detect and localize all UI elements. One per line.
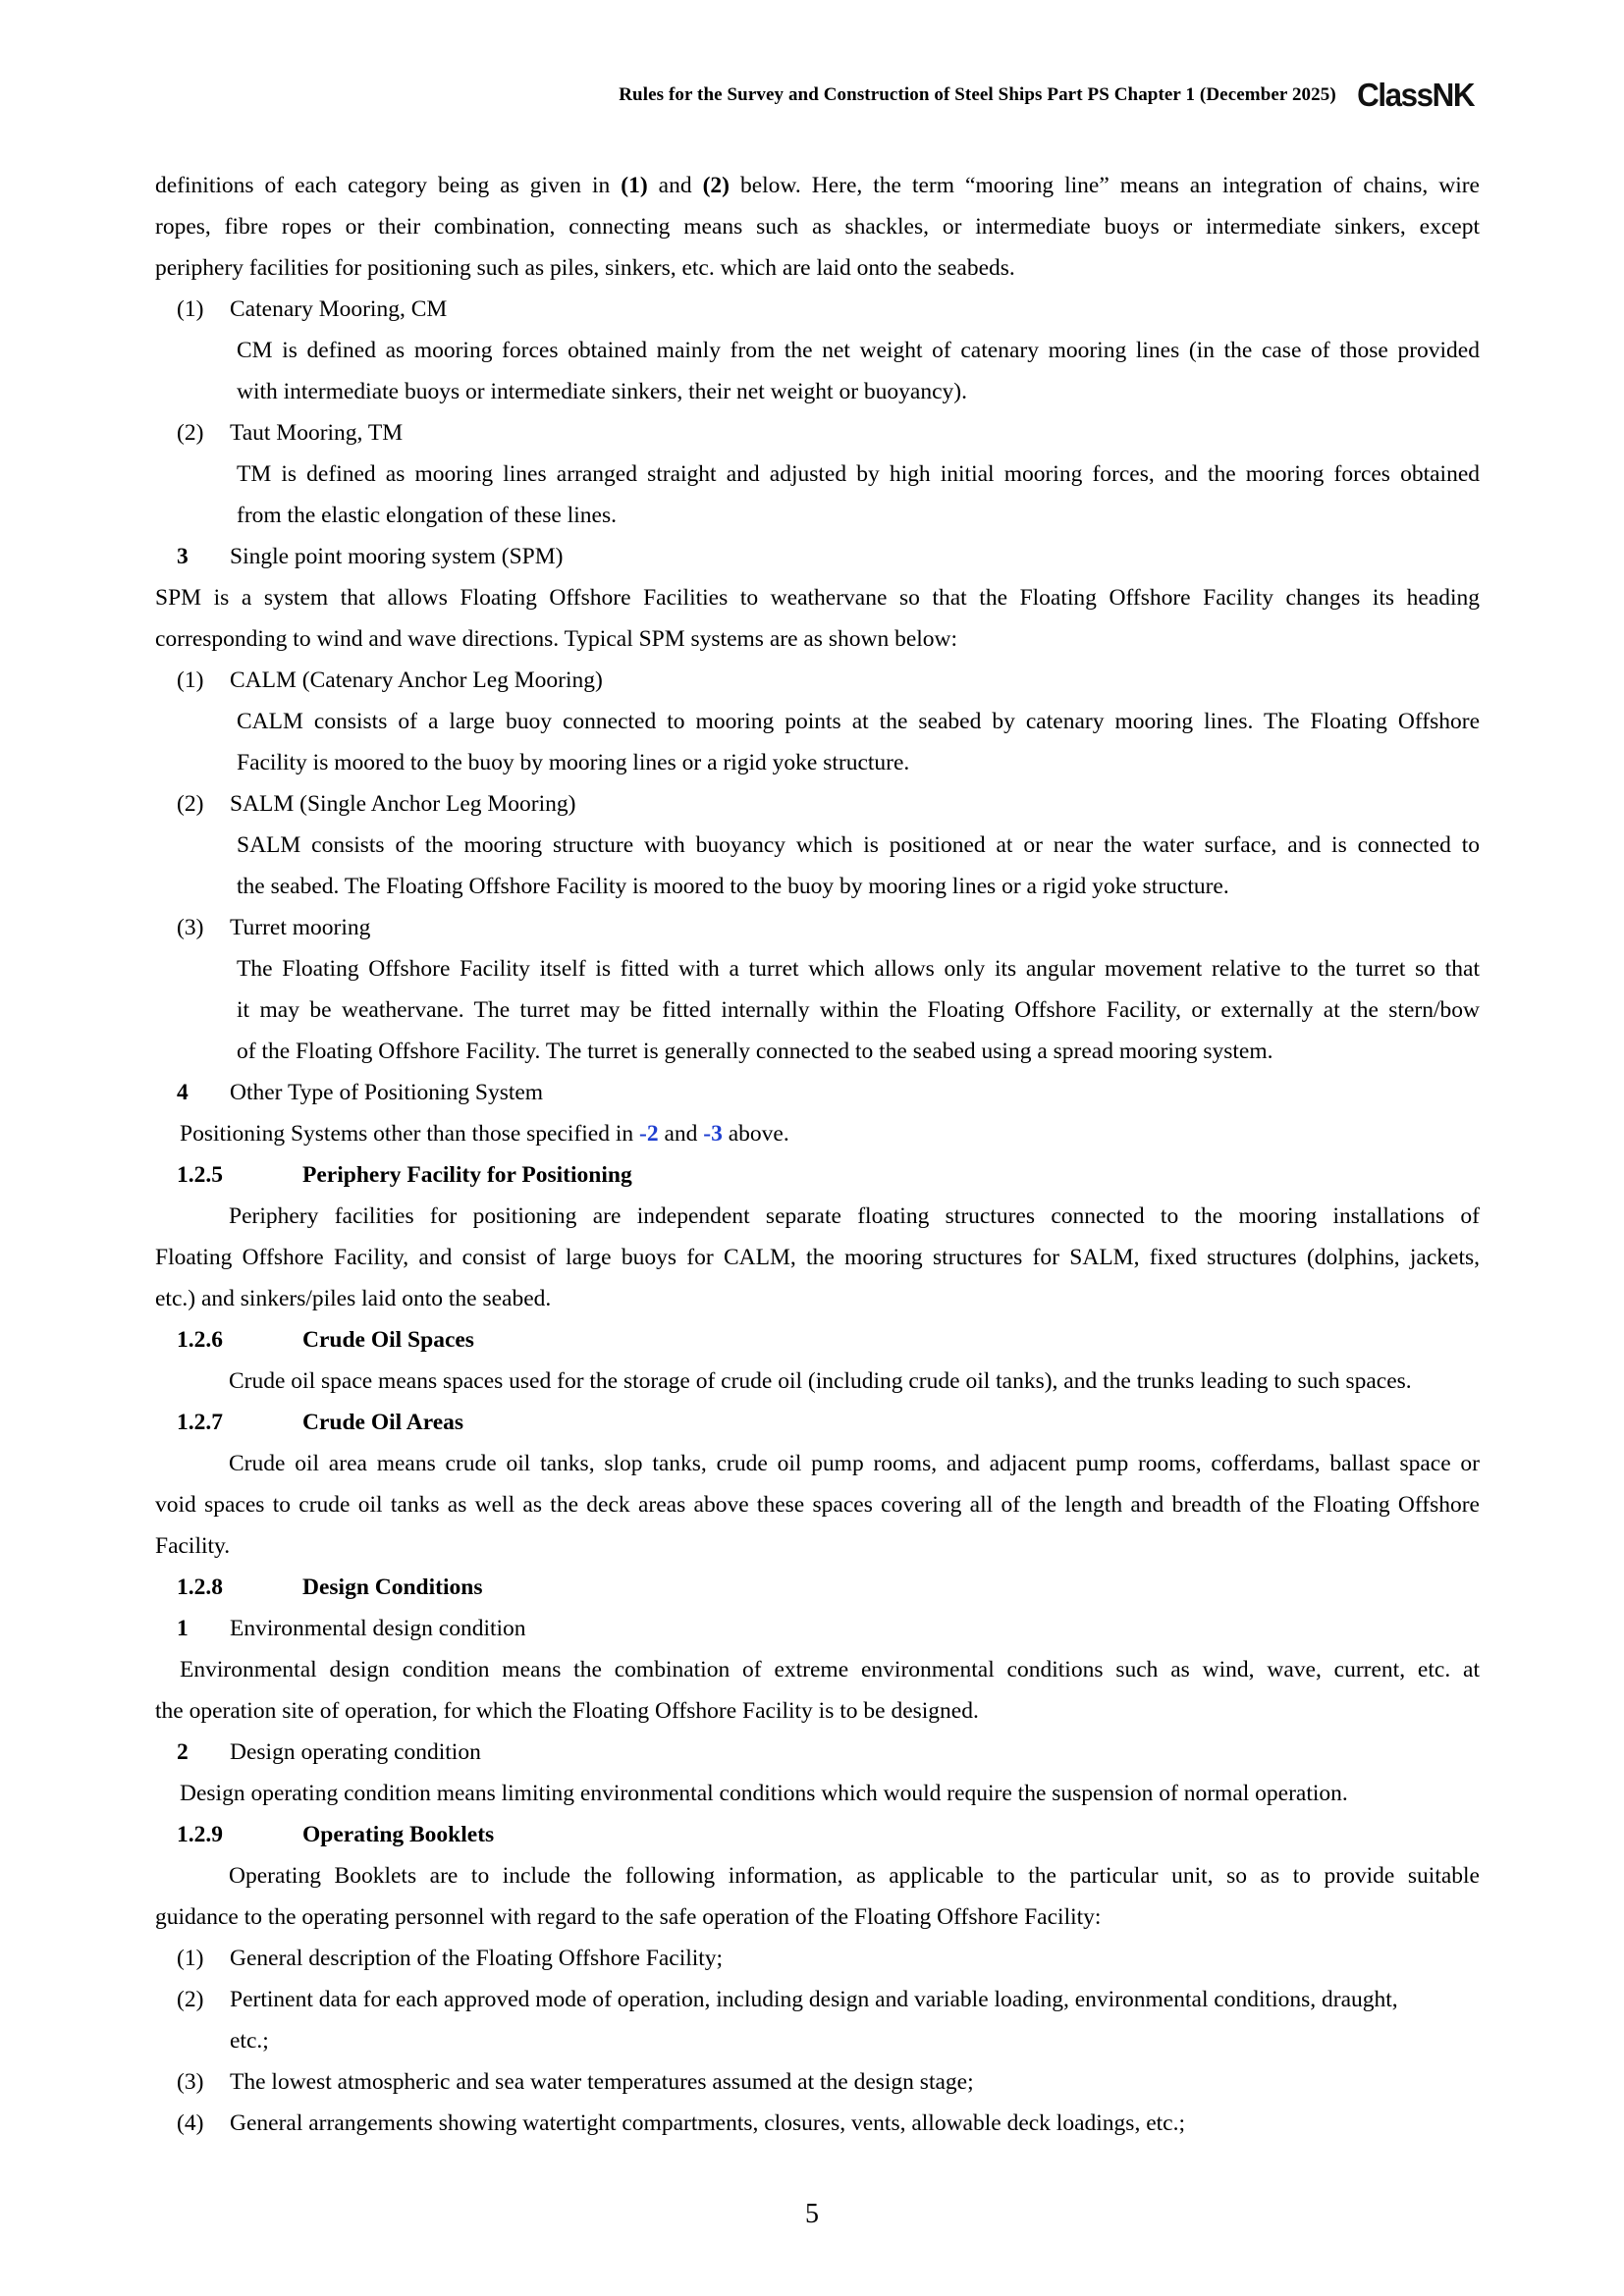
text-line: periphery facilities for positioning such as piles, sinkers, etc. which are laid onto the seabeds. bbox=[155, 255, 1015, 281]
list-item bbox=[155, 783, 1480, 825]
section-title: Crude Oil Areas bbox=[302, 1410, 464, 1435]
text-line: definitions of each category being as given in (1) and (2) below. Here, the term “mooring line” means an integration of chains, wire bbox=[155, 173, 1480, 198]
text-line: Positioning Systems other than those specified in -2 and -3 above. bbox=[180, 1121, 789, 1147]
item-number: (1) bbox=[177, 296, 204, 322]
cross-reference-link[interactable]: -3 bbox=[703, 1121, 723, 1147]
paragraph-heading bbox=[155, 1608, 1480, 1649]
paragraph-number: 3 bbox=[177, 544, 189, 569]
text-line: CALM consists of a large buoy connected to mooring points at the seabed by catenary mooring lines. The Floating Offshore bbox=[237, 709, 1480, 734]
text-line: corresponding to wind and wave directions. Typical SPM systems are as shown below: bbox=[155, 626, 958, 652]
item-title: Catenary Mooring, CM bbox=[230, 296, 448, 322]
text-line: from the elastic elongation of these lines. bbox=[237, 503, 617, 528]
text-line: Facility is moored to the buoy by mooring lines or a rigid yoke structure. bbox=[237, 750, 910, 775]
text-line: void spaces to crude oil tanks as well as the deck areas above these spaces covering all of the length and breadth of the Floating Offshore bbox=[155, 1492, 1480, 1518]
text-line: Floating Offshore Facility, and consist of large buoys for CALM, the mooring structures for SALM, fixed structures (dolphins, jackets, bbox=[155, 1245, 1480, 1270]
paragraph-title: Single point mooring system (SPM) bbox=[230, 544, 564, 569]
section-heading bbox=[155, 1319, 1480, 1361]
paragraph-title: Design operating condition bbox=[230, 1739, 481, 1765]
item-title: Pertinent data for each approved mode of operation, including design and variable loading, environmental conditions, draught, bbox=[230, 1987, 1398, 2012]
item-number: (2) bbox=[177, 1987, 204, 2012]
section-number: 1.2.7 bbox=[177, 1410, 223, 1435]
list-item bbox=[155, 2103, 1480, 2144]
list-item bbox=[155, 289, 1480, 330]
cross-reference-link[interactable]: -2 bbox=[639, 1121, 659, 1147]
section-title: Design Conditions bbox=[302, 1575, 483, 1600]
text-line: the seabed. The Floating Offshore Facility is moored to the buoy by mooring lines or a rigid yoke structure. bbox=[237, 874, 1229, 899]
text-line: of the Floating Offshore Facility. The turret is generally connected to the seabed using a spread mooring system. bbox=[237, 1039, 1273, 1064]
item-title: The lowest atmospheric and sea water temperatures assumed at the design stage; bbox=[230, 2069, 974, 2095]
paragraph-title: Environmental design condition bbox=[230, 1616, 526, 1641]
list-item bbox=[155, 660, 1480, 701]
page-number: 5 bbox=[805, 2199, 819, 2229]
text-line: The Floating Offshore Facility itself is fitted with a turret which allows only its angular movement relative to the turret so that bbox=[237, 956, 1480, 982]
section-heading bbox=[155, 1567, 1480, 1608]
section-number: 1.2.9 bbox=[177, 1822, 223, 1847]
item-number: (4) bbox=[177, 2110, 204, 2136]
section-heading bbox=[155, 1154, 1480, 1196]
paragraph-number: 2 bbox=[177, 1739, 189, 1765]
section-title: Crude Oil Spaces bbox=[302, 1327, 474, 1353]
section-number: 1.2.6 bbox=[177, 1327, 223, 1353]
body-text bbox=[155, 165, 1480, 2144]
item-number: (1) bbox=[177, 1946, 204, 1971]
text-line: Facility. bbox=[155, 1533, 231, 1559]
section-heading bbox=[155, 1814, 1480, 1855]
header-title: Rules for the Survey and Construction of Steel Ships Part PS Chapter 1 (December 2025) bbox=[619, 84, 1336, 105]
item-number: (1) bbox=[177, 667, 204, 693]
section-number: 1.2.5 bbox=[177, 1162, 223, 1188]
list-item bbox=[155, 412, 1480, 454]
section-title: Operating Booklets bbox=[302, 1822, 495, 1847]
text-line: Crude oil space means spaces used for the storage of crude oil (including crude oil tanks), and the trunks leading to such spaces. bbox=[229, 1368, 1412, 1394]
text-line: etc.; bbox=[230, 2028, 269, 2054]
text-line: guidance to the operating personnel with regard to the safe operation of the Floating Offshore Facility: bbox=[155, 1904, 1102, 1930]
section-number: 1.2.8 bbox=[177, 1575, 223, 1600]
text-line: Crude oil area means crude oil tanks, slop tanks, crude oil pump rooms, and adjacent pump rooms, cofferdams, ballast space or bbox=[229, 1451, 1480, 1476]
text-line: Design operating condition means limiting environmental conditions which would require the suspension of normal operation. bbox=[180, 1781, 1348, 1806]
item-title: General description of the Floating Offshore Facility; bbox=[230, 1946, 724, 1971]
list-item bbox=[155, 907, 1480, 948]
item-number: (3) bbox=[177, 2069, 204, 2095]
classnk-logo: ClassNK bbox=[1356, 77, 1474, 113]
text-line: SALM consists of the mooring structure with buoyancy which is positioned at or near the water surface, and is connected to bbox=[237, 832, 1480, 858]
item-number: (3) bbox=[177, 915, 204, 940]
paragraph-number: 4 bbox=[177, 1080, 189, 1105]
item-title: General arrangements showing watertight compartments, closures, vents, allowable deck loadings, etc.; bbox=[230, 2110, 1185, 2136]
paragraph-heading bbox=[155, 536, 1480, 577]
text-line: TM is defined as mooring lines arranged straight and adjusted by high initial mooring forces, and the mooring forces obtained bbox=[237, 461, 1480, 487]
paragraph-number: 1 bbox=[177, 1616, 189, 1641]
item-title: CALM (Catenary Anchor Leg Mooring) bbox=[230, 667, 603, 693]
text-line: etc.) and sinkers/piles laid onto the seabed. bbox=[155, 1286, 552, 1311]
text-line: ropes, fibre ropes or their combination, connecting means such as shackles, or intermediate buoys or intermediate sinkers, except bbox=[155, 214, 1480, 240]
text-line: Operating Booklets are to include the following information, as applicable to the particular unit, so as to provide suitable bbox=[229, 1863, 1480, 1889]
text-line: with intermediate buoys or intermediate sinkers, their net weight or buoyancy). bbox=[237, 379, 967, 404]
item-title: Turret mooring bbox=[230, 915, 371, 940]
text-line: SPM is a system that allows Floating Offshore Facilities to weathervane so that the Floating Offshore Facility changes its heading bbox=[155, 585, 1480, 611]
text-line: CM is defined as mooring forces obtained mainly from the net weight of catenary mooring lines (in the case of those provided bbox=[237, 338, 1480, 363]
paragraph-title: Other Type of Positioning System bbox=[230, 1080, 544, 1105]
text-line: Periphery facilities for positioning are independent separate floating structures connected to the mooring installations of bbox=[229, 1203, 1480, 1229]
list-item bbox=[155, 1979, 1480, 2020]
section-heading bbox=[155, 1402, 1480, 1443]
item-title: SALM (Single Anchor Leg Mooring) bbox=[230, 791, 576, 817]
paragraph-heading bbox=[155, 1732, 1480, 1773]
running-header bbox=[619, 77, 1477, 114]
list-item bbox=[155, 2061, 1480, 2103]
text-line: it may be weathervane. The turret may be fitted internally within the Floating Offshore Facility, or externally at the stern/bow bbox=[237, 997, 1480, 1023]
list-item bbox=[155, 1938, 1480, 1979]
item-number: (2) bbox=[177, 791, 204, 817]
section-title: Periphery Facility for Positioning bbox=[302, 1162, 632, 1188]
item-number: (2) bbox=[177, 420, 204, 446]
item-title: Taut Mooring, TM bbox=[230, 420, 404, 446]
text-line: Environmental design condition means the combination of extreme environmental conditions such as wind, wave, current, etc. at bbox=[180, 1657, 1480, 1682]
paragraph-heading bbox=[155, 1072, 1480, 1113]
text-line: the operation site of operation, for which the Floating Offshore Facility is to be designed. bbox=[155, 1698, 979, 1724]
